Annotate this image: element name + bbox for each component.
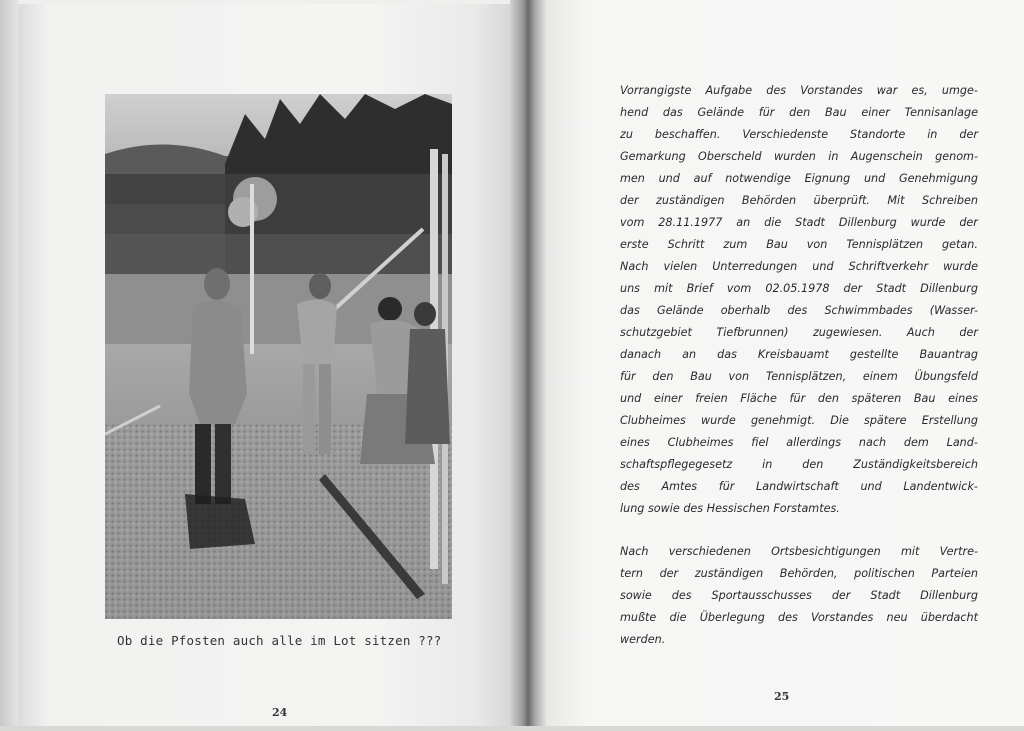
- text-line: Nach verschiedenen Ortsbesichtigungen mit Vertre-: [620, 545, 978, 558]
- text-line: Gemarkung Oberscheld wurden in Augenschein genom-: [620, 150, 978, 163]
- text-line: Clubheimes wurde genehmigt. Die spätere Erstellung: [620, 414, 978, 427]
- paragraph-1: [620, 80, 978, 520]
- bottom-edge: [0, 726, 1024, 731]
- text-line: hend das Gelände für den Bau einer Tennisanlage: [620, 106, 978, 119]
- text-line: schaftspflegegesetz in den Zuständigkeitsbereich: [620, 458, 978, 471]
- text-line: Vorrangigste Aufgabe des Vorstandes war es, umge-: [620, 84, 978, 97]
- text-line: für den Bau von Tennisplätzen, einem Übungsfeld: [620, 370, 978, 383]
- text-line: erste Schritt zum Bau von Tennisplätzen getan.: [620, 238, 978, 251]
- text-line: uns mit Brief vom 02.05.1978 der Stadt Dillenburg: [620, 282, 978, 295]
- text-line: zu beschaffen. Verschiedenste Standorte in der: [620, 128, 978, 141]
- page-number-left: 24: [272, 706, 288, 719]
- text-line: eines Clubheimes fiel allerdings nach dem Land-: [620, 436, 978, 449]
- text-line: lung sowie des Hessischen Forstamtes.: [620, 502, 840, 515]
- text-line: tern der zuständigen Behörden, politischen Parteien: [620, 567, 978, 580]
- body-text: [620, 80, 978, 651]
- text-line: danach an das Kreisbauamt gestellte Bauantrag: [620, 348, 978, 361]
- text-line: werden.: [620, 633, 666, 646]
- text-line: und einer freien Fläche für den späteren Bau eines: [620, 392, 978, 405]
- text-line: das Gelände oberhalb des Schwimmbades (Wasser-: [620, 304, 978, 317]
- text-line: des Amtes für Landwirtschaft und Landentwick-: [620, 480, 978, 493]
- book-gutter: [510, 0, 546, 731]
- left-edge-shadow: [0, 0, 18, 731]
- text-line: mußte die Überlegung des Vorstandes neu überdacht: [620, 611, 978, 624]
- paragraph-2: [620, 541, 978, 651]
- photograph: [105, 94, 452, 619]
- photo-illustration: [105, 94, 452, 619]
- text-line: der zuständigen Behörden überprüft. Mit Schreiben: [620, 194, 978, 207]
- text-line: sowie des Sportausschusses der Stadt Dillenburg: [620, 589, 978, 602]
- text-line: Nach vielen Unterredungen und Schriftverkehr wurde: [620, 260, 978, 273]
- text-line: vom 28.11.1977 an die Stadt Dillenburg wurde der: [620, 216, 978, 229]
- text-line: men und auf notwendige Eignung und Genehmigung: [620, 172, 978, 185]
- page-number-right: 25: [774, 690, 790, 703]
- photo-caption: Ob die Pfosten auch alle im Lot sitzen ???: [117, 633, 442, 648]
- text-line: schutzgebiet Tiefbrunnen) zugewiesen. Auch der: [620, 326, 978, 339]
